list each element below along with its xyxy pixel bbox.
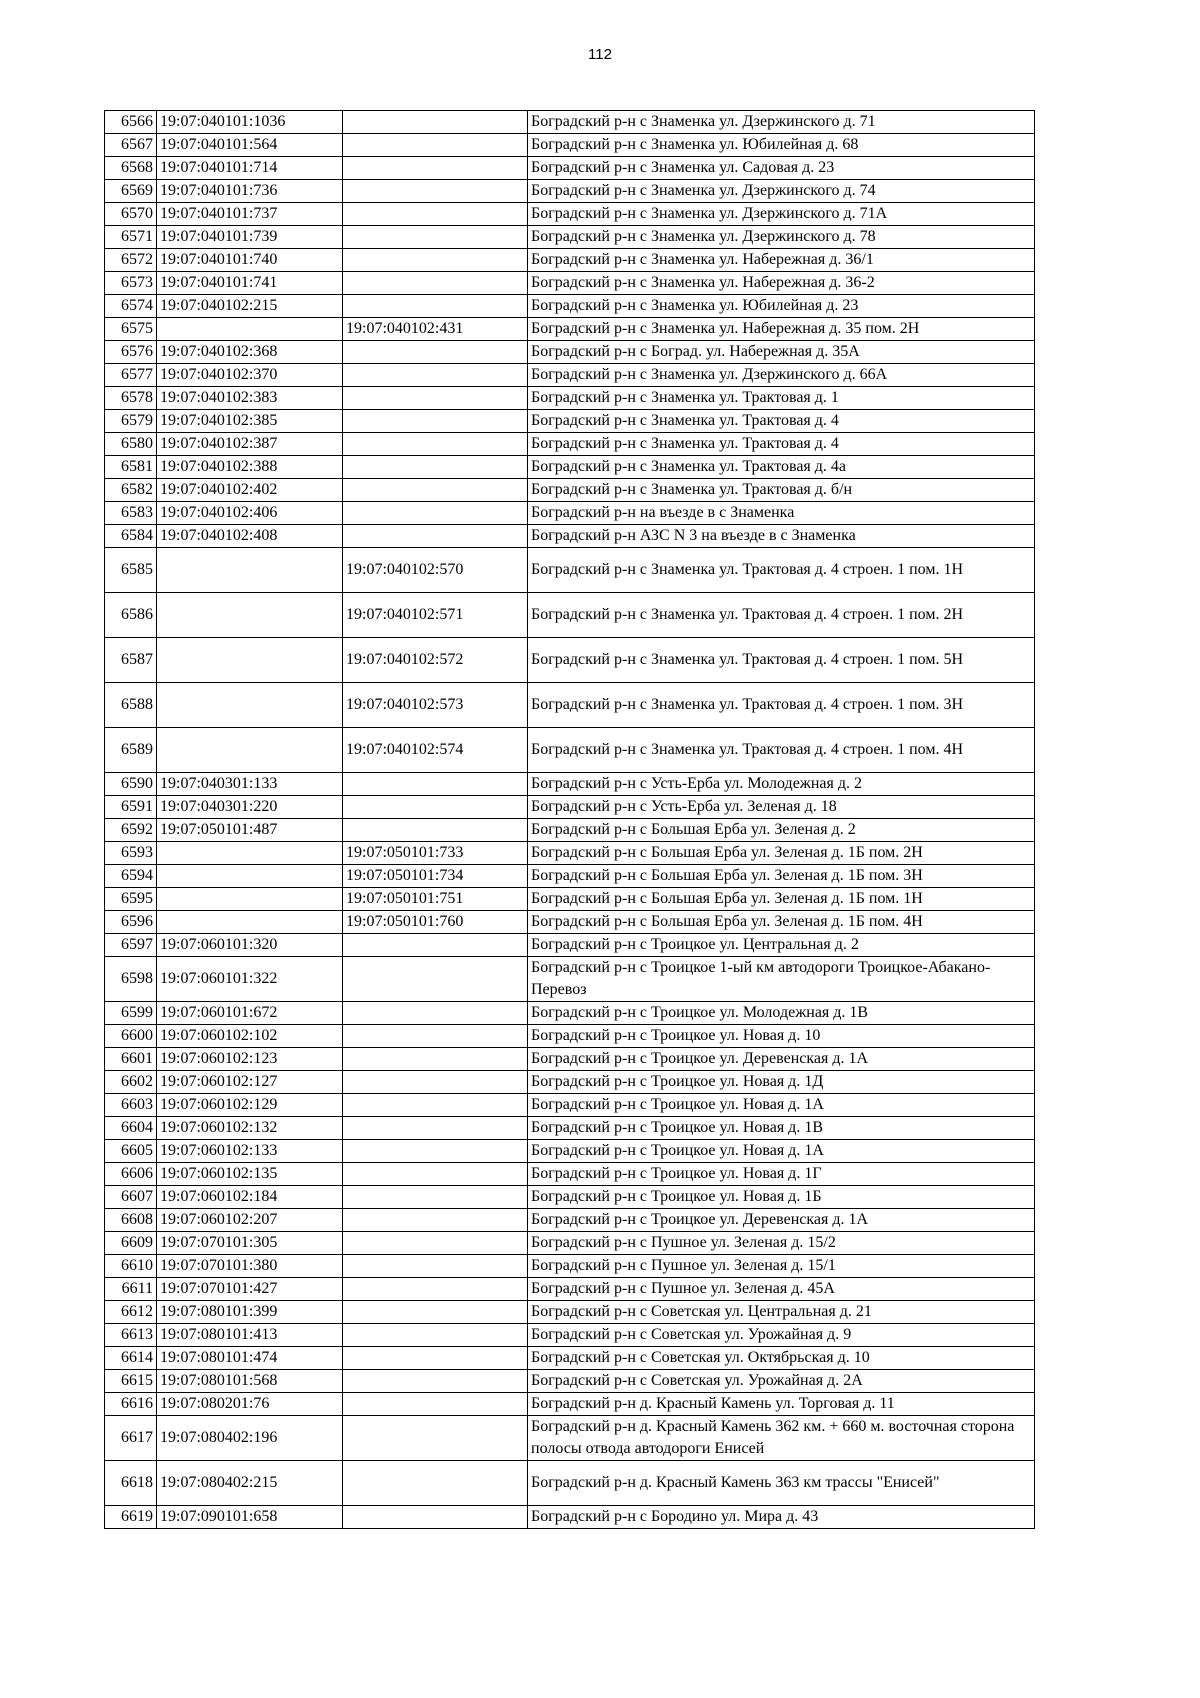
address-cell: Боградский р-н с Троицкое ул. Центральная д. 2 [528, 934, 1035, 957]
table-row [105, 456, 1035, 479]
cadastral-number-cell: 19:07:080101:399 [157, 1301, 343, 1324]
object-number-cell [343, 111, 528, 134]
cadastral-number-cell [157, 728, 343, 773]
cadastral-number-cell: 19:07:040102:402 [157, 479, 343, 502]
object-number-cell [343, 456, 528, 479]
row-number-cell: 6573 [105, 272, 157, 295]
row-number-cell: 6603 [105, 1094, 157, 1117]
row-number-cell: 6577 [105, 364, 157, 387]
cadastral-number-cell: 19:07:080101:568 [157, 1370, 343, 1393]
object-number-cell [343, 1416, 528, 1461]
object-number-cell [343, 1324, 528, 1347]
cadastral-number-cell: 19:07:060102:207 [157, 1209, 343, 1232]
address-cell: Боградский р-н с Большая Ерба ул. Зеленая д. 1Б пом. 3Н [528, 865, 1035, 888]
table-row [105, 1071, 1035, 1094]
object-number-cell [343, 525, 528, 548]
address-cell: Боградский р-н с Пушное ул. Зеленая д. 15/1 [528, 1255, 1035, 1278]
cadastral-number-cell: 19:07:070101:380 [157, 1255, 343, 1278]
cadastral-number-cell: 19:07:040102:383 [157, 387, 343, 410]
object-number-cell: 19:07:050101:734 [343, 865, 528, 888]
object-number-cell [343, 387, 528, 410]
table-row [105, 1461, 1035, 1506]
cadastral-number-cell: 19:07:040101:714 [157, 157, 343, 180]
object-number-cell [343, 410, 528, 433]
row-number-cell: 6566 [105, 111, 157, 134]
cadastral-number-cell [157, 842, 343, 865]
cadastral-number-cell: 19:07:060102:102 [157, 1025, 343, 1048]
row-number-cell: 6571 [105, 226, 157, 249]
row-number-cell: 6568 [105, 157, 157, 180]
address-cell: Боградский р-н с Большая Ерба ул. Зеленая д. 2 [528, 819, 1035, 842]
object-number-cell [343, 249, 528, 272]
address-cell: Боградский р-н с Большая Ерба ул. Зеленая д. 1Б пом. 1Н [528, 888, 1035, 911]
cadastral-number-cell: 19:07:060102:184 [157, 1186, 343, 1209]
cadastral-number-cell [157, 548, 343, 593]
table-row [105, 1324, 1035, 1347]
table-row [105, 1347, 1035, 1370]
cadastral-number-cell: 19:07:060101:672 [157, 1002, 343, 1025]
cadastral-number-cell: 19:07:040102:388 [157, 456, 343, 479]
object-number-cell [343, 226, 528, 249]
table-row [105, 203, 1035, 226]
cadastral-number-cell: 19:07:040102:406 [157, 502, 343, 525]
table-row [105, 410, 1035, 433]
address-cell: Боградский р-н с Знаменка ул. Садовая д. 23 [528, 157, 1035, 180]
row-number-cell: 6612 [105, 1301, 157, 1324]
object-number-cell: 19:07:050101:760 [343, 911, 528, 934]
address-cell: Боградский р-н с Знаменка ул. Набережная д. 36/1 [528, 249, 1035, 272]
row-number-cell: 6580 [105, 433, 157, 456]
address-cell: Боградский р-н с Боград. ул. Набережная д. 35А [528, 341, 1035, 364]
object-number-cell [343, 1140, 528, 1163]
row-number-cell: 6584 [105, 525, 157, 548]
address-cell: Боградский р-н с Троицкое ул. Новая д. 1Г [528, 1163, 1035, 1186]
row-number-cell: 6619 [105, 1506, 157, 1529]
table-row [105, 272, 1035, 295]
row-number-cell: 6588 [105, 683, 157, 728]
address-cell: Боградский р-н с Знаменка ул. Дзержинского д. 66А [528, 364, 1035, 387]
cadastral-number-cell: 19:07:040102:215 [157, 295, 343, 318]
address-cell: Боградский р-н с Знаменка ул. Трактовая д. 4 строен. 1 пом. 2Н [528, 593, 1035, 638]
table-row [105, 318, 1035, 341]
address-cell: Боградский р-н с Троицкое ул. Новая д. 1Б [528, 1186, 1035, 1209]
row-number-cell: 6604 [105, 1117, 157, 1140]
address-cell: Боградский р-н с Знаменка ул. Трактовая д. 4а [528, 456, 1035, 479]
table-row [105, 773, 1035, 796]
address-cell: Боградский р-н с Советская ул. Центральная д. 21 [528, 1301, 1035, 1324]
object-number-cell [343, 1393, 528, 1416]
object-number-cell [343, 1209, 528, 1232]
cadastral-number-cell: 19:07:060102:132 [157, 1117, 343, 1140]
cadastral-number-cell: 19:07:080201:76 [157, 1393, 343, 1416]
address-cell: Боградский р-н с Троицкое 1-ый км автодороги Троицкое-Абакано-Перевоз [528, 957, 1035, 1002]
row-number-cell: 6618 [105, 1461, 157, 1506]
row-number-cell: 6583 [105, 502, 157, 525]
cadastral-number-cell: 19:07:040102:385 [157, 410, 343, 433]
cadastral-number-cell: 19:07:040102:408 [157, 525, 343, 548]
row-number-cell: 6593 [105, 842, 157, 865]
address-cell: Боградский р-н с Знаменка ул. Юбилейная д. 68 [528, 134, 1035, 157]
address-cell: Боградский р-н АЗС N 3 на въезде в с Знаменка [528, 525, 1035, 548]
address-cell: Боградский р-н с Знаменка ул. Юбилейная д. 23 [528, 295, 1035, 318]
object-number-cell [343, 502, 528, 525]
cadastral-number-cell: 19:07:060102:133 [157, 1140, 343, 1163]
table-row [105, 111, 1035, 134]
address-cell: Боградский р-н с Троицкое ул. Новая д. 10 [528, 1025, 1035, 1048]
table-row [105, 341, 1035, 364]
table-row [105, 1370, 1035, 1393]
address-cell: Боградский р-н с Усть-Ерба ул. Молодежная д. 2 [528, 773, 1035, 796]
object-number-cell [343, 934, 528, 957]
cadastral-number-cell: 19:07:040301:220 [157, 796, 343, 819]
object-number-cell [343, 773, 528, 796]
object-number-cell [343, 1071, 528, 1094]
table-row [105, 525, 1035, 548]
cadastral-number-cell [157, 911, 343, 934]
object-number-cell [343, 364, 528, 387]
table-row [105, 842, 1035, 865]
table-row [105, 157, 1035, 180]
table-row [105, 180, 1035, 203]
object-number-cell [343, 1232, 528, 1255]
cadastral-number-cell: 19:07:080402:196 [157, 1416, 343, 1461]
row-number-cell: 6581 [105, 456, 157, 479]
row-number-cell: 6616 [105, 1393, 157, 1416]
row-number-cell: 6585 [105, 548, 157, 593]
table-row [105, 1186, 1035, 1209]
row-number-cell: 6617 [105, 1416, 157, 1461]
address-cell: Боградский р-н с Троицкое ул. Новая д. 1В [528, 1117, 1035, 1140]
cadastral-number-cell: 19:07:070101:427 [157, 1278, 343, 1301]
cadastral-number-cell [157, 683, 343, 728]
cadastral-number-cell: 19:07:040101:736 [157, 180, 343, 203]
table-row [105, 865, 1035, 888]
cadastral-number-cell [157, 638, 343, 683]
cadastral-number-cell [157, 888, 343, 911]
address-cell: Боградский р-н с Знаменка ул. Трактовая д. 4 строен. 1 пом. 4Н [528, 728, 1035, 773]
row-number-cell: 6597 [105, 934, 157, 957]
table-row [105, 1506, 1035, 1529]
row-number-cell: 6576 [105, 341, 157, 364]
registry-table [104, 110, 1035, 1529]
object-number-cell: 19:07:040102:431 [343, 318, 528, 341]
address-cell: Боградский р-н с Знаменка ул. Набережная д. 35 пом. 2Н [528, 318, 1035, 341]
row-number-cell: 6605 [105, 1140, 157, 1163]
table-row [105, 1048, 1035, 1071]
cadastral-number-cell: 19:07:080402:215 [157, 1461, 343, 1506]
object-number-cell: 19:07:040102:571 [343, 593, 528, 638]
table-row [105, 819, 1035, 842]
row-number-cell: 6614 [105, 1347, 157, 1370]
table-row [105, 364, 1035, 387]
table-row [105, 728, 1035, 773]
row-number-cell: 6598 [105, 957, 157, 1002]
row-number-cell: 6599 [105, 1002, 157, 1025]
object-number-cell [343, 203, 528, 226]
object-number-cell: 19:07:040102:573 [343, 683, 528, 728]
object-number-cell [343, 1347, 528, 1370]
address-cell: Боградский р-н с Большая Ерба ул. Зеленая д. 1Б пом. 2Н [528, 842, 1035, 865]
address-cell: Боградский р-н с Троицкое ул. Молодежная д. 1В [528, 1002, 1035, 1025]
cadastral-number-cell: 19:07:060102:129 [157, 1094, 343, 1117]
cadastral-number-cell [157, 318, 343, 341]
cadastral-number-cell: 19:07:040102:370 [157, 364, 343, 387]
table-row [105, 134, 1035, 157]
object-number-cell [343, 1117, 528, 1140]
table-row [105, 1232, 1035, 1255]
address-cell: Боградский р-н с Знаменка ул. Дзержинского д. 71 [528, 111, 1035, 134]
row-number-cell: 6575 [105, 318, 157, 341]
row-number-cell: 6602 [105, 1071, 157, 1094]
address-cell: Боградский р-н с Усть-Ерба ул. Зеленая д. 18 [528, 796, 1035, 819]
row-number-cell: 6570 [105, 203, 157, 226]
object-number-cell [343, 180, 528, 203]
table-row [105, 1117, 1035, 1140]
row-number-cell: 6572 [105, 249, 157, 272]
cadastral-number-cell: 19:07:040101:741 [157, 272, 343, 295]
row-number-cell: 6606 [105, 1163, 157, 1186]
address-cell: Боградский р-н с Знаменка ул. Дзержинского д. 71А [528, 203, 1035, 226]
row-number-cell: 6567 [105, 134, 157, 157]
row-number-cell: 6574 [105, 295, 157, 318]
table-row [105, 888, 1035, 911]
address-cell: Боградский р-н с Советская ул. Урожайная д. 9 [528, 1324, 1035, 1347]
page-number: 112 [588, 46, 612, 63]
address-cell: Боградский р-н д. Красный Камень 363 км трассы "Енисей" [528, 1461, 1035, 1506]
object-number-cell [343, 341, 528, 364]
address-cell: Боградский р-н с Знаменка ул. Трактовая д. 4 строен. 1 пом. 3Н [528, 683, 1035, 728]
object-number-cell [343, 157, 528, 180]
address-cell: Боградский р-н с Троицкое ул. Новая д. 1А [528, 1094, 1035, 1117]
row-number-cell: 6590 [105, 773, 157, 796]
row-number-cell: 6591 [105, 796, 157, 819]
address-cell: Боградский р-н с Знаменка ул. Набережная д. 36-2 [528, 272, 1035, 295]
row-number-cell: 6579 [105, 410, 157, 433]
cadastral-number-cell: 19:07:070101:305 [157, 1232, 343, 1255]
table-row [105, 502, 1035, 525]
table-row [105, 1416, 1035, 1461]
address-cell: Боградский р-н с Троицкое ул. Новая д. 1Д [528, 1071, 1035, 1094]
table-row [105, 638, 1035, 683]
object-number-cell: 19:07:040102:570 [343, 548, 528, 593]
object-number-cell [343, 1506, 528, 1529]
row-number-cell: 6587 [105, 638, 157, 683]
cadastral-number-cell: 19:07:060101:322 [157, 957, 343, 1002]
cadastral-number-cell: 19:07:090101:658 [157, 1506, 343, 1529]
cadastral-number-cell: 19:07:040101:737 [157, 203, 343, 226]
object-number-cell [343, 957, 528, 1002]
row-number-cell: 6595 [105, 888, 157, 911]
object-number-cell [343, 1002, 528, 1025]
table-row [105, 249, 1035, 272]
row-number-cell: 6611 [105, 1278, 157, 1301]
object-number-cell [343, 1025, 528, 1048]
row-number-cell: 6608 [105, 1209, 157, 1232]
object-number-cell [343, 1186, 528, 1209]
table-row [105, 1002, 1035, 1025]
cadastral-number-cell: 19:07:080101:413 [157, 1324, 343, 1347]
table-row [105, 1209, 1035, 1232]
object-number-cell [343, 479, 528, 502]
object-number-cell [343, 295, 528, 318]
object-number-cell [343, 1255, 528, 1278]
address-cell: Боградский р-н с Пушное ул. Зеленая д. 45А [528, 1278, 1035, 1301]
object-number-cell: 19:07:040102:574 [343, 728, 528, 773]
address-cell: Боградский р-н с Троицкое ул. Деревенская д. 1А [528, 1048, 1035, 1071]
address-cell: Боградский р-н на въезде в с Знаменка [528, 502, 1035, 525]
row-number-cell: 6569 [105, 180, 157, 203]
address-cell: Боградский р-н с Знаменка ул. Трактовая д. 4 строен. 1 пом. 5Н [528, 638, 1035, 683]
row-number-cell: 6610 [105, 1255, 157, 1278]
cadastral-number-cell: 19:07:060101:320 [157, 934, 343, 957]
row-number-cell: 6594 [105, 865, 157, 888]
object-number-cell [343, 1048, 528, 1071]
table-row [105, 433, 1035, 456]
object-number-cell [343, 1094, 528, 1117]
address-cell: Боградский р-н с Знаменка ул. Дзержинского д. 78 [528, 226, 1035, 249]
row-number-cell: 6607 [105, 1186, 157, 1209]
row-number-cell: 6592 [105, 819, 157, 842]
cadastral-number-cell: 19:07:060102:127 [157, 1071, 343, 1094]
table-row [105, 911, 1035, 934]
table-row [105, 1278, 1035, 1301]
row-number-cell: 6609 [105, 1232, 157, 1255]
address-cell: Боградский р-н с Знаменка ул. Трактовая д. 1 [528, 387, 1035, 410]
object-number-cell [343, 1370, 528, 1393]
object-number-cell: 19:07:040102:572 [343, 638, 528, 683]
cadastral-number-cell: 19:07:040101:564 [157, 134, 343, 157]
object-number-cell [343, 134, 528, 157]
cadastral-number-cell: 19:07:080101:474 [157, 1347, 343, 1370]
cadastral-number-cell: 19:07:050101:487 [157, 819, 343, 842]
table-row [105, 1255, 1035, 1278]
object-number-cell [343, 272, 528, 295]
table-row [105, 387, 1035, 410]
address-cell: Боградский р-н с Знаменка ул. Дзержинского д. 74 [528, 180, 1035, 203]
table-row [105, 1301, 1035, 1324]
table-row [105, 295, 1035, 318]
address-cell: Боградский р-н с Знаменка ул. Трактовая д. б/н [528, 479, 1035, 502]
address-cell: Боградский р-н д. Красный Камень ул. Торговая д. 11 [528, 1393, 1035, 1416]
address-cell: Боградский р-н д. Красный Камень 362 км. + 660 м. восточная сторона полосы отвода автодороги Енисей [528, 1416, 1035, 1461]
address-cell: Боградский р-н с Бородино ул. Мира д. 43 [528, 1506, 1035, 1529]
table-row [105, 934, 1035, 957]
table-row [105, 1163, 1035, 1186]
cadastral-number-cell: 19:07:040101:740 [157, 249, 343, 272]
object-number-cell [343, 1301, 528, 1324]
address-cell: Боградский р-н с Пушное ул. Зеленая д. 15/2 [528, 1232, 1035, 1255]
row-number-cell: 6578 [105, 387, 157, 410]
cadastral-number-cell: 19:07:060102:135 [157, 1163, 343, 1186]
row-number-cell: 6615 [105, 1370, 157, 1393]
cadastral-number-cell [157, 593, 343, 638]
cadastral-number-cell: 19:07:040102:368 [157, 341, 343, 364]
table-row [105, 957, 1035, 1002]
cadastral-number-cell: 19:07:040102:387 [157, 433, 343, 456]
table-row [105, 226, 1035, 249]
object-number-cell: 19:07:050101:733 [343, 842, 528, 865]
address-cell: Боградский р-н с Троицкое ул. Деревенская д. 1А [528, 1209, 1035, 1232]
address-cell: Боградский р-н с Советская ул. Октябрьская д. 10 [528, 1347, 1035, 1370]
row-number-cell: 6589 [105, 728, 157, 773]
cadastral-number-cell [157, 865, 343, 888]
row-number-cell: 6582 [105, 479, 157, 502]
address-cell: Боградский р-н с Большая Ерба ул. Зеленая д. 1Б пом. 4Н [528, 911, 1035, 934]
object-number-cell [343, 1163, 528, 1186]
table-row [105, 796, 1035, 819]
row-number-cell: 6613 [105, 1324, 157, 1347]
object-number-cell [343, 1461, 528, 1506]
cadastral-number-cell: 19:07:040301:133 [157, 773, 343, 796]
table-row [105, 593, 1035, 638]
table-row [105, 479, 1035, 502]
address-cell: Боградский р-н с Троицкое ул. Новая д. 1А [528, 1140, 1035, 1163]
address-cell: Боградский р-н с Знаменка ул. Трактовая д. 4 строен. 1 пом. 1Н [528, 548, 1035, 593]
row-number-cell: 6600 [105, 1025, 157, 1048]
object-number-cell [343, 796, 528, 819]
row-number-cell: 6586 [105, 593, 157, 638]
address-cell: Боградский р-н с Знаменка ул. Трактовая д. 4 [528, 410, 1035, 433]
object-number-cell [343, 433, 528, 456]
row-number-cell: 6601 [105, 1048, 157, 1071]
object-number-cell: 19:07:050101:751 [343, 888, 528, 911]
table-row [105, 1025, 1035, 1048]
row-number-cell: 6596 [105, 911, 157, 934]
address-cell: Боградский р-н с Знаменка ул. Трактовая д. 4 [528, 433, 1035, 456]
cadastral-number-cell: 19:07:040101:1036 [157, 111, 343, 134]
table-row [105, 1140, 1035, 1163]
cadastral-number-cell: 19:07:040101:739 [157, 226, 343, 249]
table-row [105, 548, 1035, 593]
object-number-cell [343, 1278, 528, 1301]
object-number-cell [343, 819, 528, 842]
address-cell: Боградский р-н с Советская ул. Урожайная д. 2А [528, 1370, 1035, 1393]
table-row [105, 683, 1035, 728]
cadastral-number-cell: 19:07:060102:123 [157, 1048, 343, 1071]
table-row [105, 1393, 1035, 1416]
registry-table-body [105, 111, 1035, 1529]
table-row [105, 1094, 1035, 1117]
